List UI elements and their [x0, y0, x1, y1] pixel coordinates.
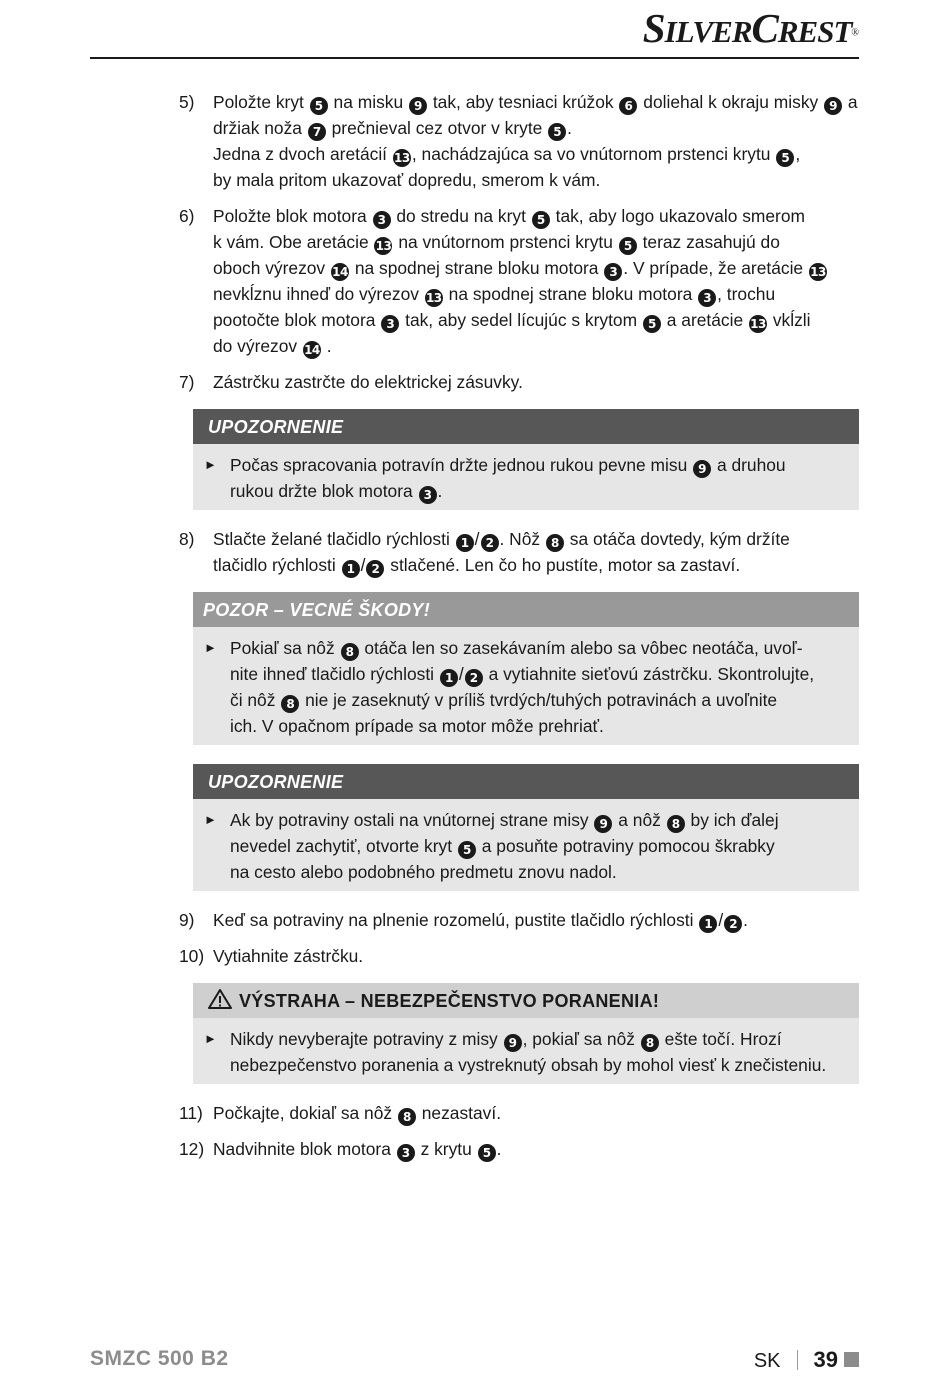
step-text: nevkĺznu ihneď do výrezov [213, 284, 419, 304]
step-text: a aretácie [666, 310, 744, 330]
step-number: 7) [179, 372, 195, 392]
circled-number: 3 [397, 1144, 415, 1162]
circled-number: 8 [641, 1034, 659, 1052]
step-text: prečnieval cez otvor v kryte [331, 118, 543, 138]
step-text: stlačené. Len čo ho pustíte, motor sa zastaví. [390, 555, 741, 575]
notice-text: rukou držte blok motora [230, 481, 413, 501]
step-number: 5) [179, 92, 195, 112]
step-text: nezastaví. [421, 1103, 502, 1123]
circled-number: 14 [304, 343, 320, 357]
step-text: Nadvihnite blok motora [213, 1139, 391, 1159]
step-text: tak, aby logo ukazovalo smerom [555, 206, 805, 226]
circled-number: 9 [824, 97, 842, 115]
notice-text: a posuňte potraviny pomocou škrabky [481, 836, 775, 856]
step-number: 10) [179, 946, 205, 966]
notice-text: nevedel zachytiť, otvorte kryt [230, 836, 453, 856]
notice-text: a druhou [716, 455, 786, 475]
circled-number: 14 [332, 265, 348, 279]
circled-number: 1 [699, 915, 717, 933]
circled-number: 1 [456, 534, 474, 552]
notice-text: Počas spracovania potravín držte jednou rukou pevne misu [230, 455, 688, 475]
bullet-arrow-icon: ► [204, 457, 217, 472]
step-6 [179, 203, 859, 359]
notice-text: Ak by potraviny ostali na vnútornej strane misy [230, 810, 589, 830]
warning-text: , pokiaľ sa nôž [522, 1029, 635, 1049]
notice-title: UPOZORNENIE [193, 409, 859, 444]
warning-triangle-icon [207, 988, 233, 1010]
step-7 [179, 369, 859, 395]
circled-number: 5 [619, 237, 637, 255]
notice-box-2 [193, 764, 859, 891]
step-text: do výrezov [213, 336, 298, 356]
step-number: 11) [179, 1103, 203, 1123]
step-number: 9) [179, 910, 195, 930]
circled-number: 5 [532, 211, 550, 229]
footer-right [754, 1347, 859, 1373]
step-text: na vnútornom prstenci krytu [398, 232, 613, 252]
step-text: Počkajte, dokiaľ sa nôž [213, 1103, 393, 1123]
step-text: a [847, 92, 858, 112]
step-text: Zástrčku zastrčte do elektrickej zásuvky. [213, 372, 523, 392]
circled-number: 13 [810, 265, 826, 279]
circled-number: 1 [440, 669, 458, 687]
step-8 [179, 526, 859, 578]
circled-number: 3 [604, 263, 622, 281]
step-10 [179, 943, 859, 969]
circled-number: 13 [425, 291, 442, 305]
step-text: vkĺzli [772, 310, 811, 330]
step-text: . [496, 1139, 502, 1159]
bullet-arrow-icon: ► [204, 1031, 217, 1046]
circled-number: 3 [419, 486, 437, 504]
warning-header [193, 983, 859, 1018]
circled-number: 2 [366, 560, 384, 578]
instruction-content [179, 89, 859, 1172]
step-text: pootočte blok motora [213, 310, 376, 330]
slash: / [474, 529, 480, 549]
slash: / [458, 664, 464, 684]
notice-text: . [437, 481, 443, 501]
caution-text: ich. V opačnom prípade sa motor môže prehriať. [230, 716, 604, 736]
step-text: teraz zasahujú do [642, 232, 780, 252]
step-text: by mala pritom ukazovať dopredu, smerom k vám. [213, 170, 601, 190]
circled-number: 2 [481, 534, 499, 552]
bullet-arrow-icon: ► [204, 812, 217, 827]
circled-number: 1 [342, 560, 360, 578]
step-text: . [326, 336, 332, 356]
circled-number: 5 [776, 149, 794, 167]
step-text: , [795, 144, 801, 164]
step-number: 12) [179, 1139, 205, 1159]
slash: / [360, 555, 366, 575]
step-text: doliehal k okraju misky [643, 92, 819, 112]
caution-box [193, 592, 859, 745]
step-text: Jedna z dvoch aretácií [213, 144, 388, 164]
caution-text: otáča len so zasekávaním alebo sa vôbec neotáča, uvoľ- [364, 638, 803, 658]
warning-text: ešte točí. Hrozí [664, 1029, 782, 1049]
circled-number: 9 [594, 815, 612, 833]
step-11 [179, 1100, 859, 1126]
circled-number: 6 [619, 97, 637, 115]
step-text: . V prípade, že aretácie [623, 258, 804, 278]
caution-text: nite ihneď tlačidlo rýchlosti [230, 664, 435, 684]
step-text: tak, aby tesniaci krúžok [432, 92, 614, 112]
step-text: . [567, 118, 573, 138]
step-text: Položte blok motora [213, 206, 367, 226]
step-text: tlačidlo rýchlosti [213, 555, 336, 575]
notice-text: a nôž [618, 810, 661, 830]
step-text: z krytu [420, 1139, 472, 1159]
circled-number: 8 [341, 643, 359, 661]
notice-title: UPOZORNENIE [193, 764, 859, 799]
circled-number: 5 [478, 1144, 496, 1162]
model-number: SMZC 500 B2 [90, 1347, 229, 1370]
step-text: . Nôž [499, 529, 541, 549]
step-text: na misku [333, 92, 404, 112]
circled-number: 9 [409, 97, 427, 115]
notice-text: by ich ďalej [690, 810, 779, 830]
circled-number: 13 [750, 317, 766, 331]
circled-number: 8 [398, 1108, 416, 1126]
notice-text: na cesto alebo podobného predmetu znovu nadol. [230, 862, 617, 882]
circled-number: 2 [465, 669, 483, 687]
circled-number: 8 [667, 815, 685, 833]
circled-number: 3 [698, 289, 716, 307]
circled-number: 9 [693, 460, 711, 478]
footer-divider [797, 1350, 798, 1370]
caution-text: a vytiahnite sieťovú zástrčku. Skontrolujte, [488, 664, 815, 684]
step-text: držiak noža [213, 118, 302, 138]
square-marker-icon [844, 1352, 859, 1367]
caution-title: POZOR – VECNÉ ŠKODY! [193, 592, 859, 627]
caution-text: či nôž [230, 690, 276, 710]
page-number: 39 [813, 1347, 838, 1372]
step-text: Keď sa potraviny na plnenie rozomelú, pustite tlačidlo rýchlosti [213, 910, 694, 930]
step-text: na spodnej strane bloku motora [354, 258, 599, 278]
notice-box-1 [193, 409, 859, 510]
step-text: sa otáča dovtedy, kým držíte [569, 529, 790, 549]
brand-logo: SILVERCREST® [642, 5, 858, 51]
circled-number: 7 [308, 123, 326, 141]
step-text: k vám. Obe aretácie [213, 232, 369, 252]
slash: / [718, 910, 724, 930]
step-text: do stredu na kryt [396, 206, 526, 226]
caution-text: Pokiaľ sa nôž [230, 638, 335, 658]
step-text: , nachádzajúca sa vo vnútornom prstenci krytu [411, 144, 771, 164]
circled-number: 13 [394, 151, 410, 165]
caution-text: nie je zaseknutý v príliš tvrdých/tuhých potravinách a uvoľnite [305, 690, 778, 710]
circled-number: 9 [504, 1034, 522, 1052]
circled-number: 8 [281, 695, 299, 713]
circled-number: 3 [381, 315, 399, 333]
step-text: oboch výrezov [213, 258, 326, 278]
circled-number: 5 [310, 97, 328, 115]
warning-title: VÝSTRAHA – NEBEZPEČENSTVO PORANENIA! [239, 991, 660, 1011]
step-text: Stlačte želané tlačidlo rýchlosti [213, 529, 450, 549]
page-footer [90, 1347, 859, 1377]
step-number: 6) [179, 206, 195, 226]
circled-number: 2 [724, 915, 742, 933]
step-text: tak, aby sedel lícujúc s krytom [405, 310, 638, 330]
circled-number: 8 [546, 534, 564, 552]
bullet-arrow-icon: ► [204, 640, 217, 655]
warning-text: nebezpečenstvo poranenia a vystreknutý obsah by mohol viesť k znečisteniu. [230, 1055, 827, 1075]
step-text: na spodnej strane bloku motora [448, 284, 693, 304]
warning-box [193, 983, 859, 1084]
warning-text: Nikdy nevyberajte potraviny z misy [230, 1029, 498, 1049]
step-text: , trochu [717, 284, 776, 304]
language-code: SK [753, 1350, 781, 1372]
circled-number: 3 [373, 211, 391, 229]
step-9 [179, 907, 859, 933]
step-12 [179, 1136, 859, 1162]
circled-number: 13 [375, 239, 392, 253]
circled-number: 5 [643, 315, 661, 333]
step-text: Vytiahnite zástrčku. [213, 946, 364, 966]
circled-number: 5 [458, 841, 476, 859]
step-text: Položte kryt [213, 92, 304, 112]
header-rule [90, 57, 859, 59]
step-text: . [743, 910, 749, 930]
step-number: 8) [179, 529, 195, 549]
step-5 [179, 89, 859, 193]
circled-number: 5 [548, 123, 566, 141]
